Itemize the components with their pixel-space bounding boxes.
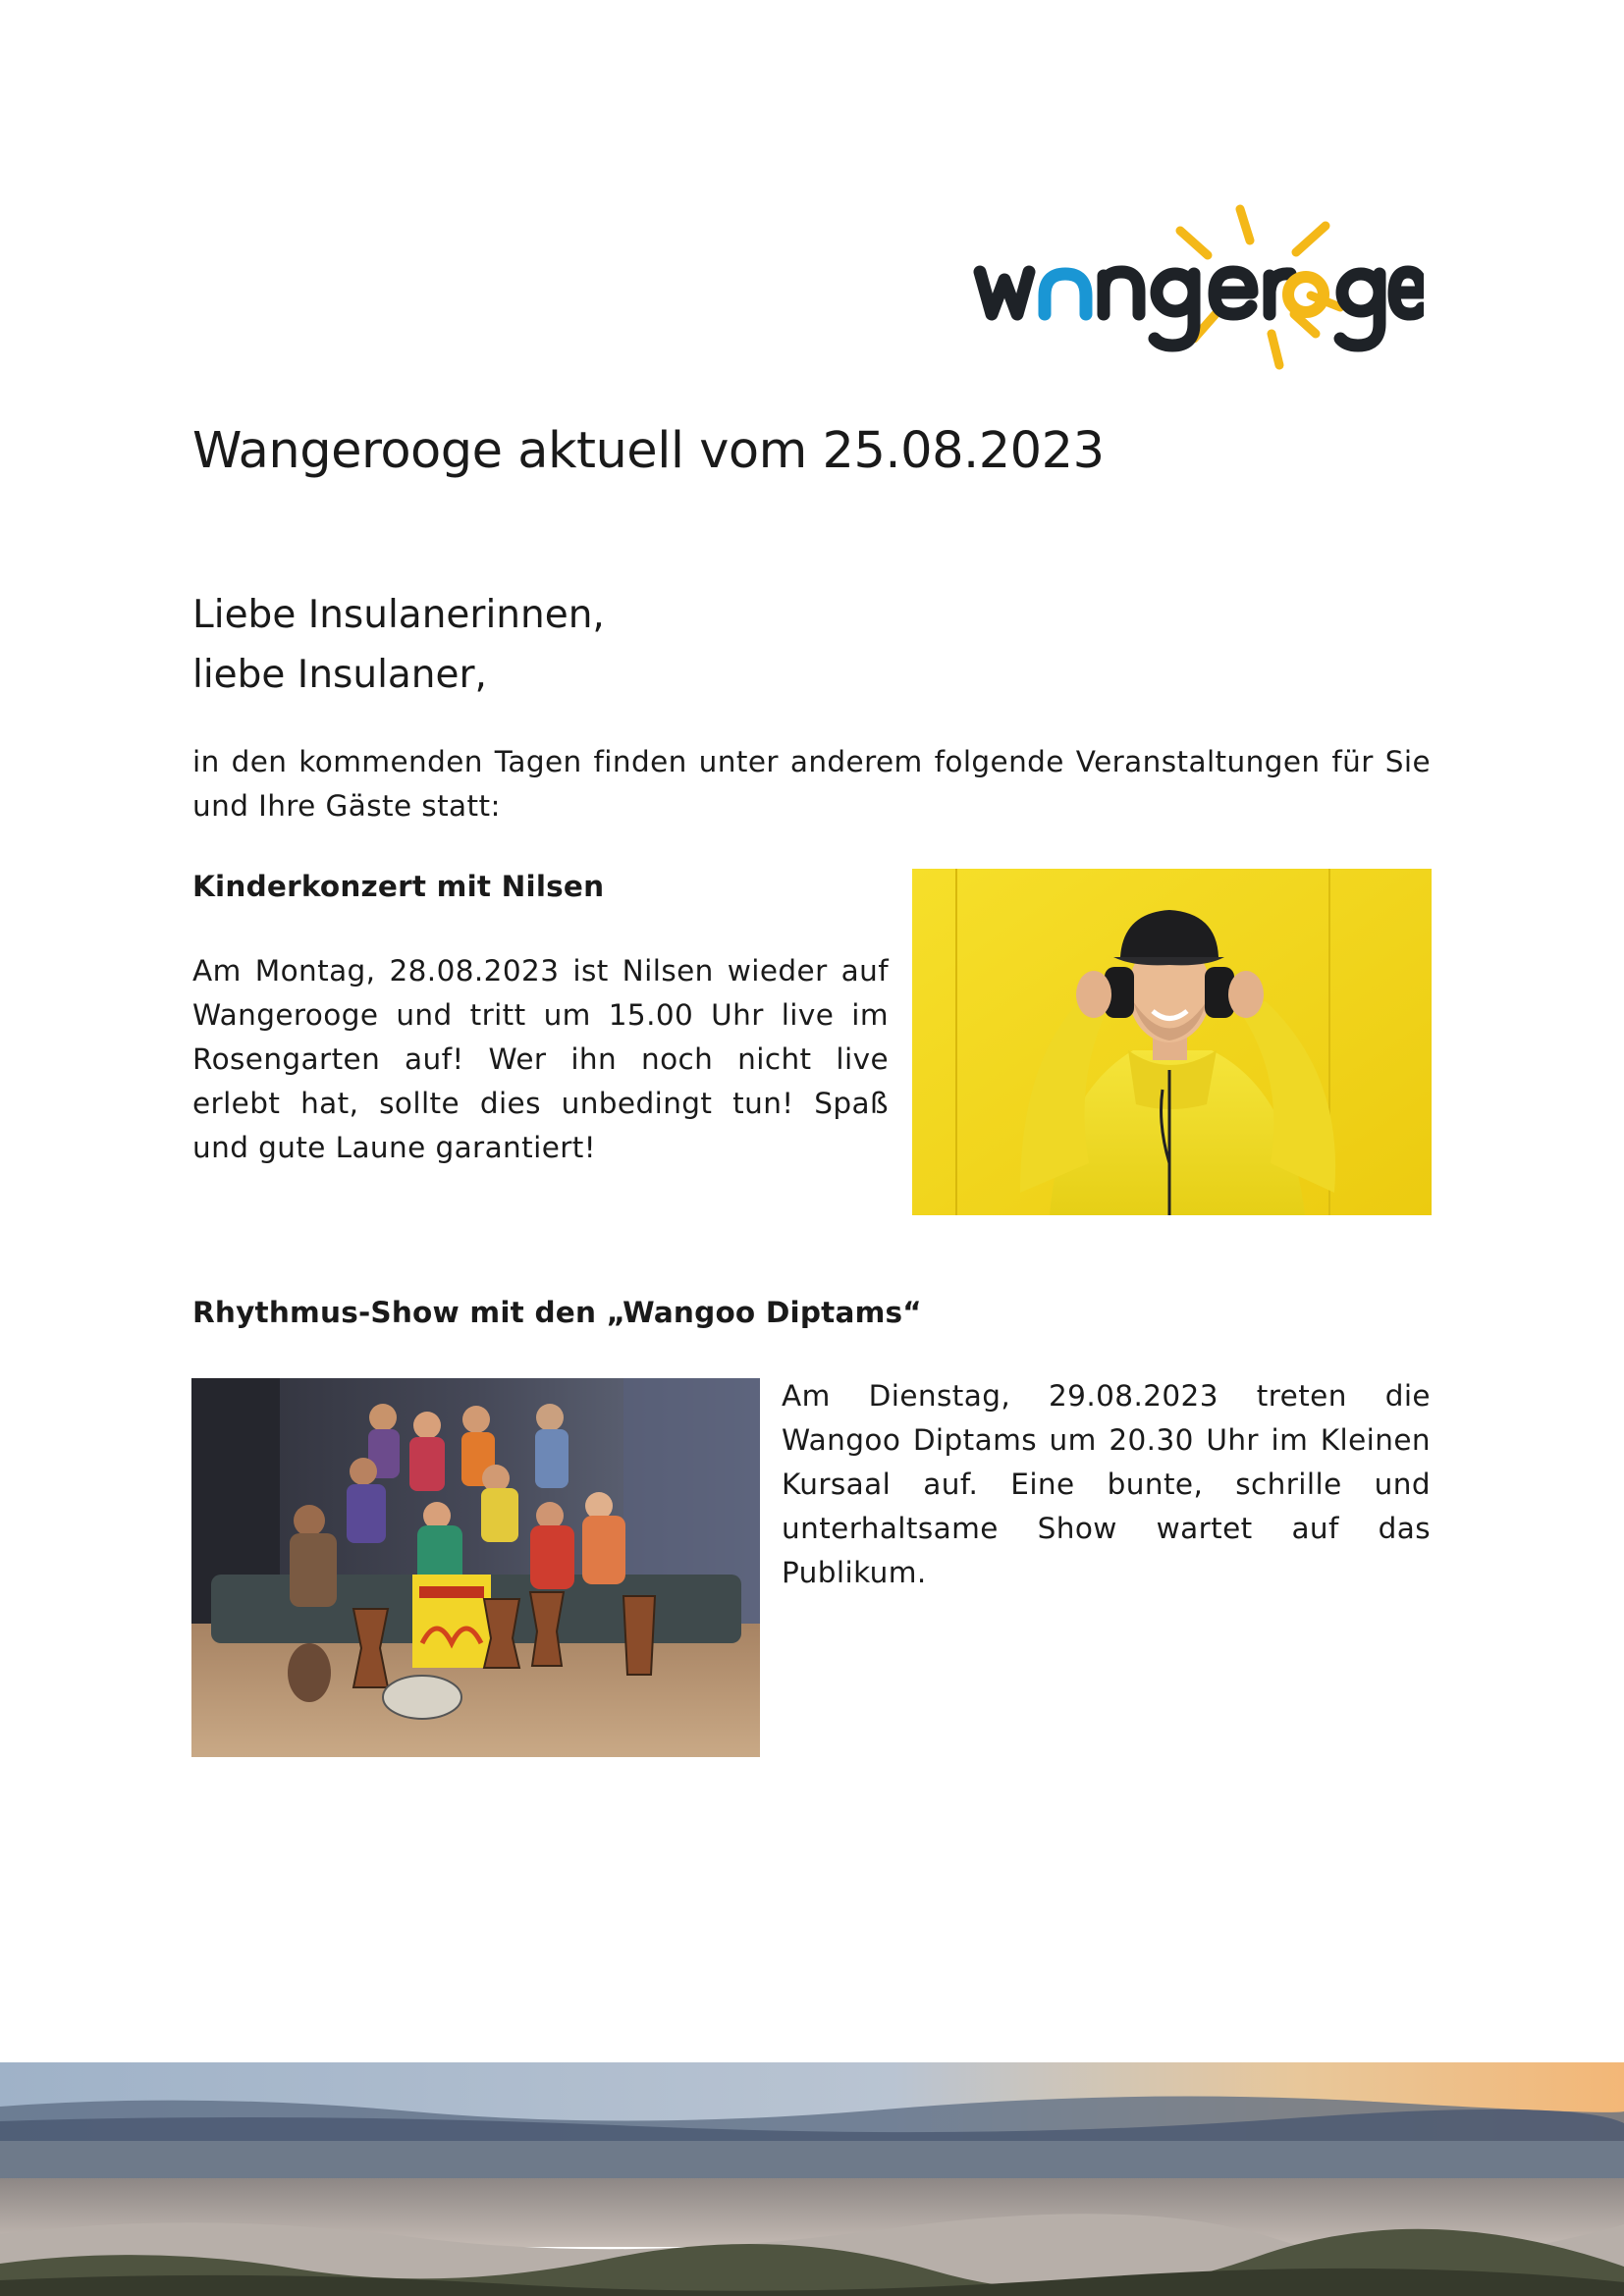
event-heading-kinderkonzert: Kinderkonzert mit Nilsen <box>192 870 605 903</box>
intro-paragraph: in den kommenden Tagen finden unter anderem folgende Veranstaltungen für Sie und Ihre Gäste statt: <box>192 745 1431 823</box>
salutation-line: liebe Insulaner, <box>192 653 487 697</box>
salutation-line: Liebe Insulanerinnen, <box>192 593 605 637</box>
nilsen-photo <box>912 869 1432 1215</box>
event-heading-rhythmus-show: Rhythmus-Show mit den „Wangoo Diptams“ <box>192 1296 922 1329</box>
event-text-kinderkonzert: Am Montag, 28.08.2023 ist Nilsen wieder auf Wangerooge und tritt um 15.00 Uhr live im Rosengarten auf! Wer ihn noch nicht live erlebt hat, sollte dies unbedingt tun! Spaß und gute Laune garantiert! <box>192 954 889 1164</box>
page-title: Wangerooge aktuell vom 25.08.2023 <box>192 422 1105 480</box>
event-text-rhythmus-show: Am Dienstag, 29.08.2023 treten die Wangoo Diptams um 20.30 Uhr im Kleinen Kursaal auf. Eine bunte, schrille und unterhaltsame Show wartet auf das Publikum. <box>782 1379 1431 1589</box>
salutation <box>192 585 605 705</box>
beach-dunes-banner <box>0 2062 1624 2296</box>
wangerooge-logo <box>972 201 1424 373</box>
wangoo-diptams-photo <box>191 1378 760 1757</box>
